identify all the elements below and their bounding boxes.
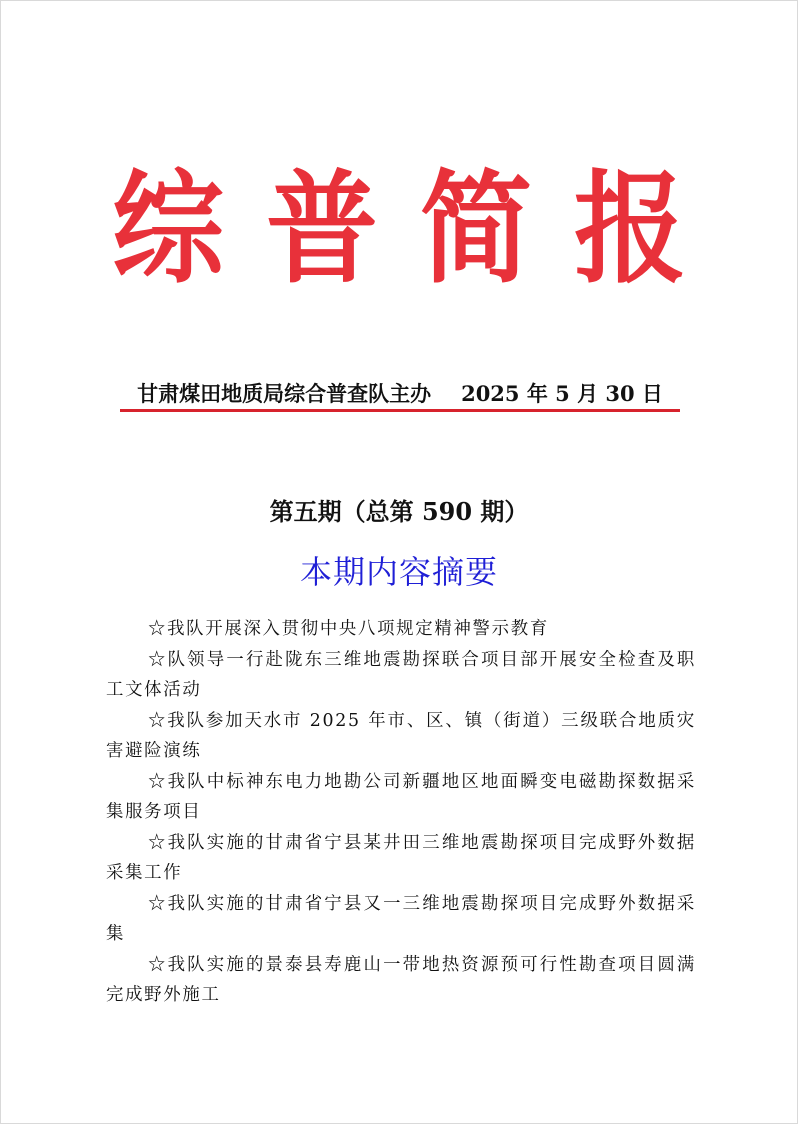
summary-item: ☆我队实施的景泰县寿鹿山一带地热资源预可行性勘查项目圆满完成野外施工 [106, 954, 696, 1005]
masthead-char-4: 报 [574, 158, 686, 301]
summary-list [106, 614, 696, 1011]
publisher-organization: 甘肃煤田地质局综合普查队主办 [137, 381, 432, 406]
publisher-line [120, 377, 680, 411]
red-divider-rule [120, 409, 680, 412]
summary-item: ☆我队实施的甘肃省宁县某井田三维地震勘探项目完成野外数据采集工作 [106, 832, 696, 883]
issue-number: 第五期（总第 590 期） [269, 497, 529, 526]
summary-item: ☆队领导一行赴陇东三维地震勘探联合项目部开展安全检查及职工文体活动 [106, 649, 696, 700]
publication-date: 2025 年 5 月 30 日 [461, 381, 663, 406]
summary-item: ☆我队实施的甘肃省宁县又一三维地震勘探项目完成野外数据采集 [106, 893, 696, 944]
summary-item: ☆我队参加天水市 2025 年市、区、镇（街道）三级联合地质灾害避险演练 [106, 710, 696, 761]
summary-heading: 本期内容摘要 [299, 553, 498, 591]
masthead-char-2: 普 [266, 158, 378, 301]
masthead-title [0, 158, 798, 301]
masthead-char-3: 简 [420, 158, 532, 301]
summary-item: ☆我队开展深入贯彻中央八项规定精神警示教育 [148, 619, 549, 639]
summary-item: ☆我队中标神东电力地勘公司新疆地区地面瞬变电磁勘探数据采集服务项目 [106, 771, 696, 822]
masthead-char-1: 综 [112, 158, 224, 301]
